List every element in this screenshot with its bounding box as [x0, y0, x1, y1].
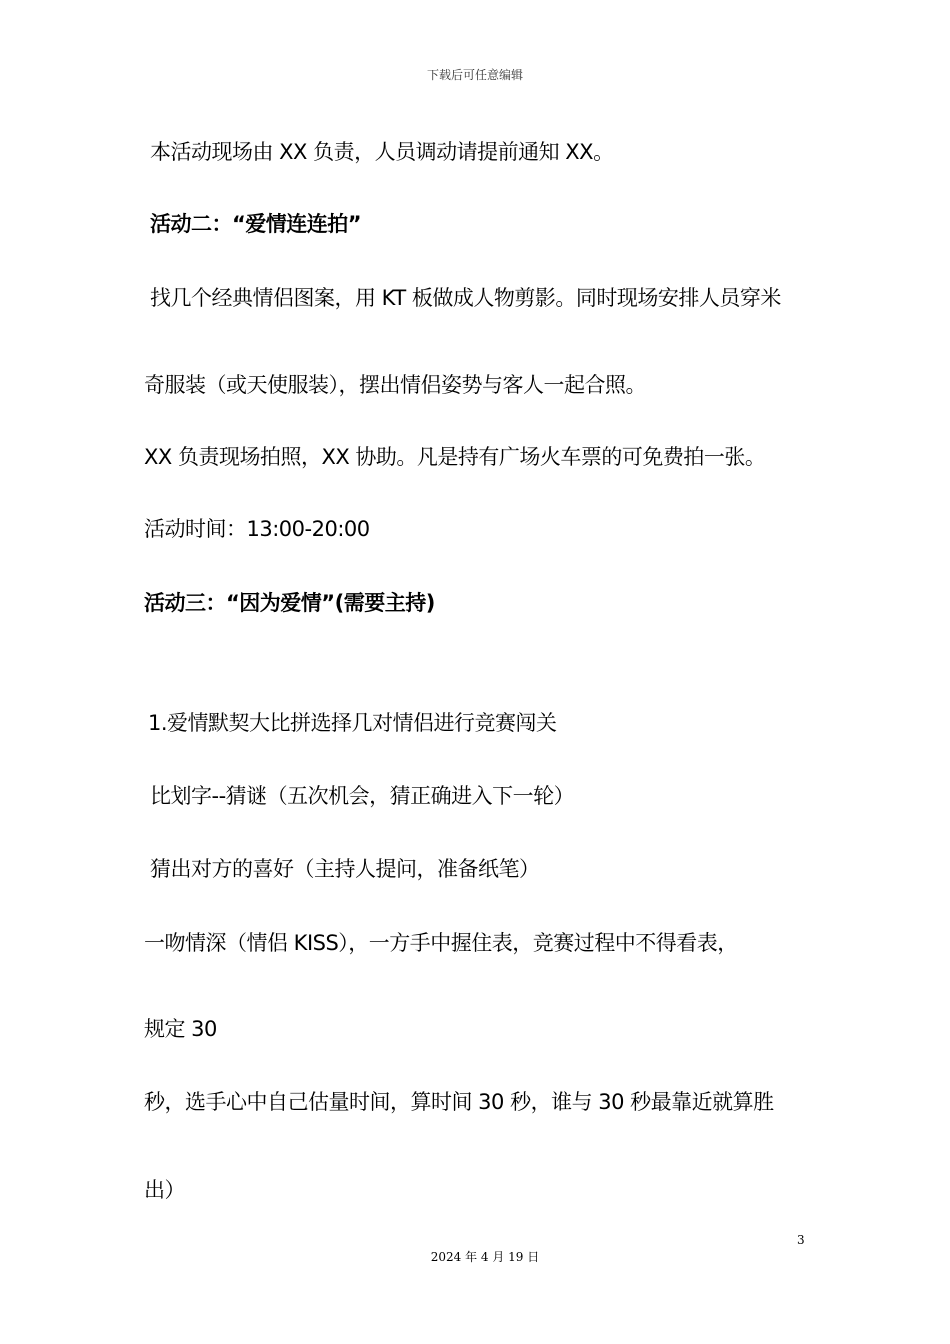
section-heading-activity-2: 活动二：“爱情连连拍” [150, 212, 362, 236]
footer-date: 2024 年 4 月 19 日 [430, 1250, 540, 1264]
list-item-1: 1.爱情默契大比拼选择几对情侣进行竞赛闯关 [148, 711, 557, 735]
body-line-4: 奇服装（或天使服装），摆出情侣姿势与客人一起合照。 [144, 373, 646, 397]
body-line-10: 猜出对方的喜好（主持人提问，准备纸笔） [150, 857, 540, 881]
body-line-13: 秒，选手心中自己估量时间，算时间 30 秒，谁与 30 秒最靠近就算胜 [144, 1090, 774, 1114]
activity-time: 活动时间：13:00-20:00 [144, 517, 370, 541]
section-heading-activity-3: 活动三：“因为爱情”(需要主持) [144, 591, 435, 615]
body-line-14: 出） [144, 1178, 185, 1202]
page-number: 3 [797, 1233, 805, 1247]
header-note: 下载后可任意编辑 [426, 68, 523, 82]
body-line-11: 一吻情深（情侣 KISS），一方手中握住表，竞赛过程中不得看表， [144, 931, 738, 955]
body-line-9: 比划字--猜谜（五次机会，猜正确进入下一轮） [150, 784, 575, 808]
body-line-5: XX 负责现场拍照，XX 协助。凡是持有广场火车票的可免费拍一张。 [144, 445, 766, 469]
body-line-12: 规定 30 [144, 1017, 217, 1041]
body-line-3: 找几个经典情侣图案，用 KT 板做成人物剪影。同时现场安排人员穿米 [150, 286, 781, 310]
body-line-1: 本活动现场由 XX 负责，人员调动请提前通知 XX。 [150, 140, 614, 164]
